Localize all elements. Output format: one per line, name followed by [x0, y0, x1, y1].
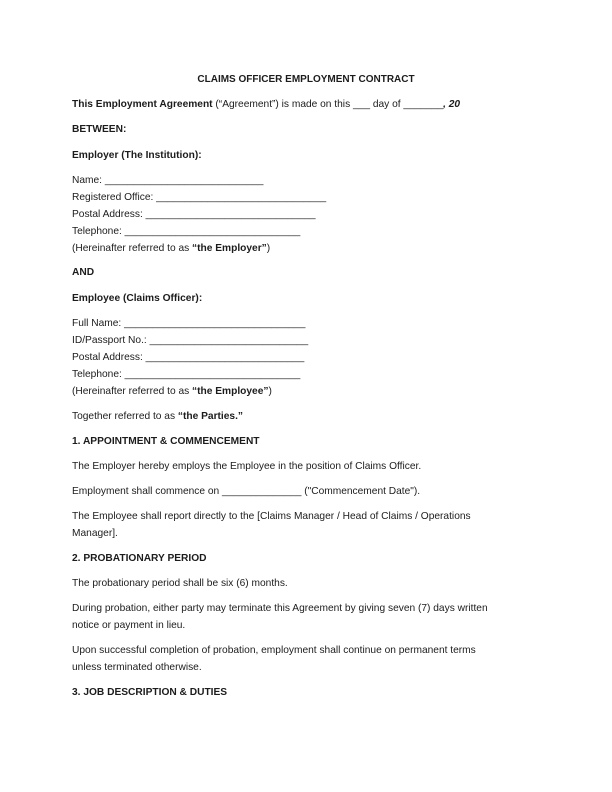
employee-referred-line: [72, 385, 272, 398]
section-1-paragraph-2: Employment shall commence on ______________ ("Commencement Date").: [72, 486, 421, 497]
together-prefix: Together referred to as: [72, 411, 178, 422]
employer-referred-suffix: ): [266, 243, 271, 254]
employer-name-field: Name: ____________________________: [72, 175, 264, 186]
employee-telephone-field: Telephone: _______________________________: [72, 369, 301, 380]
employee-postal-address-field: Postal Address: ____________________________: [72, 352, 305, 363]
section-2-paragraph-3-line-2: unless terminated otherwise.: [72, 662, 202, 673]
intro-text: (“Agreement”) is made on this ___ day of _______: [212, 99, 444, 110]
and-heading: AND: [72, 267, 95, 278]
employer-postal-address-field: Postal Address: ______________________________: [72, 209, 316, 220]
section-1-paragraph-1: The Employer hereby employs the Employee in the position of Claims Officer.: [72, 461, 422, 472]
together-term: “the Parties.”: [177, 411, 244, 422]
section-2-paragraph-1: The probationary period shall be six (6) months.: [72, 578, 288, 589]
document-title: CLAIMS OFFICER EMPLOYMENT CONTRACT: [197, 74, 415, 85]
intro-paragraph: [72, 98, 460, 111]
employer-registered-office-field: Registered Office: ______________________________: [72, 192, 327, 203]
together-line: [72, 410, 243, 423]
section-2-paragraph-2-line-2: notice or payment in lieu.: [72, 620, 186, 631]
employee-referred-term: “the Employee”: [192, 386, 269, 397]
employee-referred-prefix: (Hereinafter referred to as: [72, 386, 193, 397]
employee-heading: Employee (Claims Officer):: [72, 293, 203, 304]
employee-id-passport-field: ID/Passport No.: ____________________________: [72, 335, 309, 346]
section-1-paragraph-3-line-1: The Employee shall report directly to the [Claims Manager / Head of Claims / Operations: [72, 511, 471, 522]
employee-full-name-field: Full Name: ________________________________: [72, 318, 306, 329]
section-1-heading: 1. APPOINTMENT & COMMENCEMENT: [72, 436, 260, 447]
between-heading: BETWEEN:: [72, 124, 127, 135]
employer-heading: Employer (The Institution):: [72, 150, 202, 161]
section-3-heading: 3. JOB DESCRIPTION & DUTIES: [72, 687, 228, 698]
section-1-paragraph-3-line-2: Manager].: [72, 528, 118, 539]
employer-referred-line: [72, 242, 270, 255]
section-2-paragraph-2-line-1: During probation, either party may terminate this Agreement by giving seven (7) days written: [72, 603, 488, 614]
employee-referred-suffix: ): [268, 386, 272, 397]
section-2-paragraph-3-line-1: Upon successful completion of probation, employment shall continue on permanent terms: [72, 645, 476, 656]
employer-telephone-field: Telephone: _______________________________: [72, 226, 301, 237]
intro-year: , 20: [443, 99, 461, 110]
intro-bold-lead: This Employment Agreement: [72, 99, 213, 110]
employer-referred-prefix: (Hereinafter referred to as: [72, 243, 193, 254]
employer-referred-term: “the Employer”: [192, 243, 267, 254]
section-2-heading: 2. PROBATIONARY PERIOD: [72, 553, 207, 564]
